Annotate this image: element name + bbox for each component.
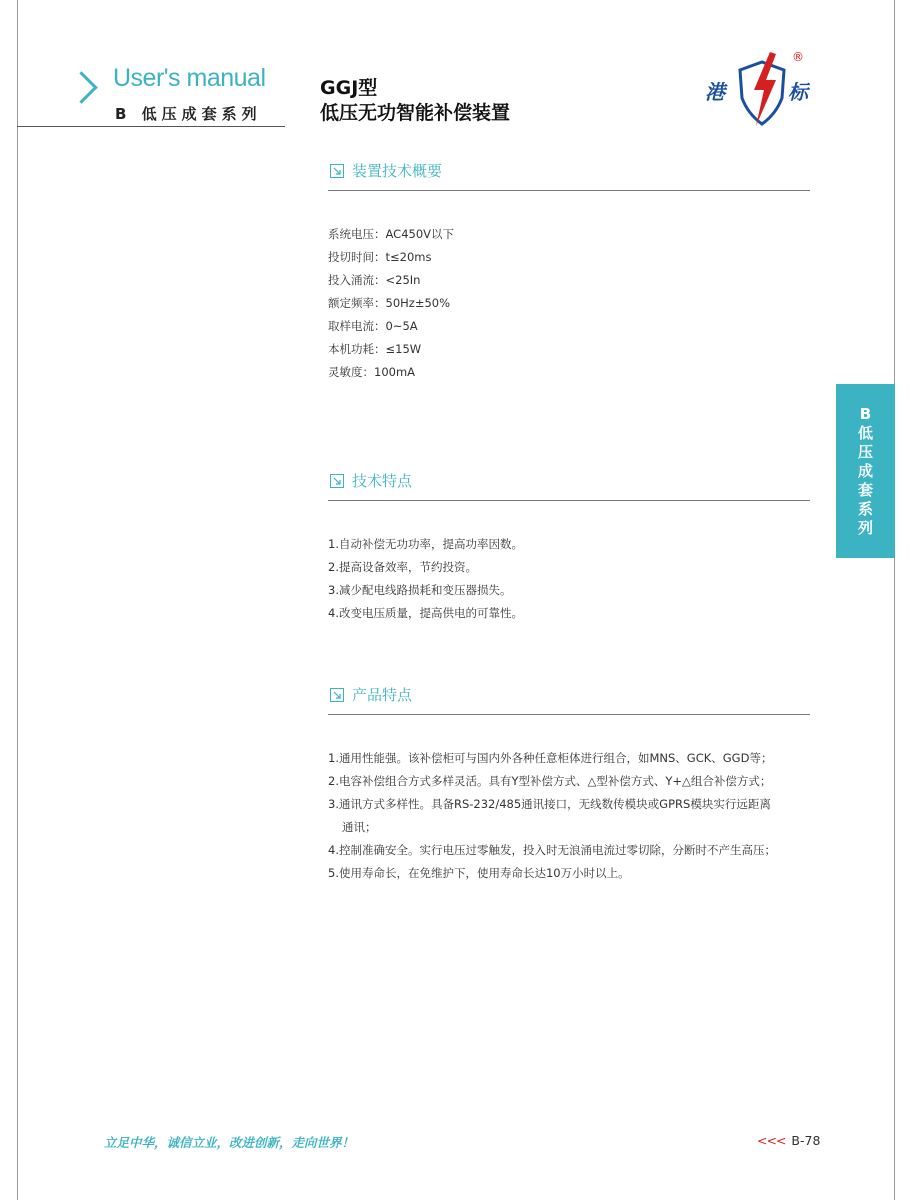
section-title: 装置技术概要 [352, 162, 443, 180]
spec-line: 投切时间：t≤20ms [328, 250, 432, 264]
logo-text-right: 标 [788, 80, 808, 104]
product-line: 2.电容补偿组合方式多样灵活。具有Y型补偿方式、△型补偿方式、Y+△组合补偿方式； [328, 774, 772, 788]
side-tab-char: 低 [857, 423, 873, 442]
brand-logo [700, 50, 820, 130]
spec-line: 投入涌流：<25In [328, 273, 421, 287]
header-divider [17, 126, 285, 127]
shield-lightning-icon [736, 50, 788, 128]
side-tab-char: B [859, 404, 872, 423]
spec-line: 系统电压：AC450V以下 [328, 227, 455, 241]
arrow-box-icon [330, 164, 344, 178]
section-product-features [328, 684, 810, 885]
logo-text-left: 港 [705, 80, 725, 104]
product-line: 通讯； [342, 820, 377, 834]
footer-slogan: 立足中华，诚信立业，改进创新，走向世界！ [104, 1135, 355, 1150]
arrow-box-icon [330, 474, 344, 488]
section-header [328, 160, 810, 191]
series-label: B 低压成套系列 [115, 105, 262, 123]
spec-line: 取样电流：0~5A [328, 319, 418, 333]
section-body [328, 533, 810, 625]
spec-line: 灵敏度：100mA [328, 365, 416, 379]
section-header [328, 684, 810, 715]
product-line: 5.使用寿命长，在免维护下，使用寿命长达10万小时以上。 [328, 866, 630, 880]
side-tab-series [836, 384, 895, 558]
section-body [328, 223, 810, 384]
spec-line: 额定频率：50Hz±50% [328, 296, 451, 310]
page-number-text: B-78 [791, 1133, 821, 1148]
page-number [757, 1133, 820, 1148]
product-line: 1.通用性能强。该补偿柜可与国内外各种任意柜体进行组合，如MNS、GCK、GGD等； [328, 751, 773, 765]
side-tab-char: 系 [857, 499, 873, 518]
arrow-box-icon [330, 688, 344, 702]
section-title: 技术特点 [352, 472, 413, 490]
section-header [328, 470, 810, 501]
feature-line: 4.改变电压质量，提高供电的可靠性。 [328, 606, 523, 620]
section-title: 产品特点 [352, 686, 413, 704]
product-title: 低压无功智能补偿装置 [320, 102, 511, 124]
product-line: 4.控制准确安全。实行电压过零触发，投入时无浪涌电流过零切除，分断时不产生高压； [328, 843, 776, 857]
side-tab-char: 压 [857, 442, 873, 461]
feature-line: 2.提高设备效率，节约投资。 [328, 560, 477, 574]
feature-line: 3.减少配电线路损耗和变压器损失。 [328, 583, 512, 597]
section-tech-features [328, 470, 810, 625]
section-tech-overview [328, 160, 810, 384]
side-tab-char: 成 [857, 461, 873, 480]
manual-title: User's manual [113, 64, 266, 92]
feature-line: 1.自动补偿无功功率，提高功率因数。 [328, 537, 523, 551]
product-line: 3.通讯方式多样性。具备RS-232/485通讯接口，无线数传模块或GPRS模块实行远距离 [328, 797, 771, 811]
model-title: GGJ型 [320, 77, 378, 99]
registered-mark: ® [792, 50, 804, 64]
side-tab-char: 列 [857, 518, 873, 537]
double-chevron-left-icon: <<< [757, 1133, 786, 1148]
section-body [328, 747, 810, 885]
spec-line: 本机功耗：≤15W [328, 342, 422, 356]
side-tab-char: 套 [857, 480, 873, 499]
